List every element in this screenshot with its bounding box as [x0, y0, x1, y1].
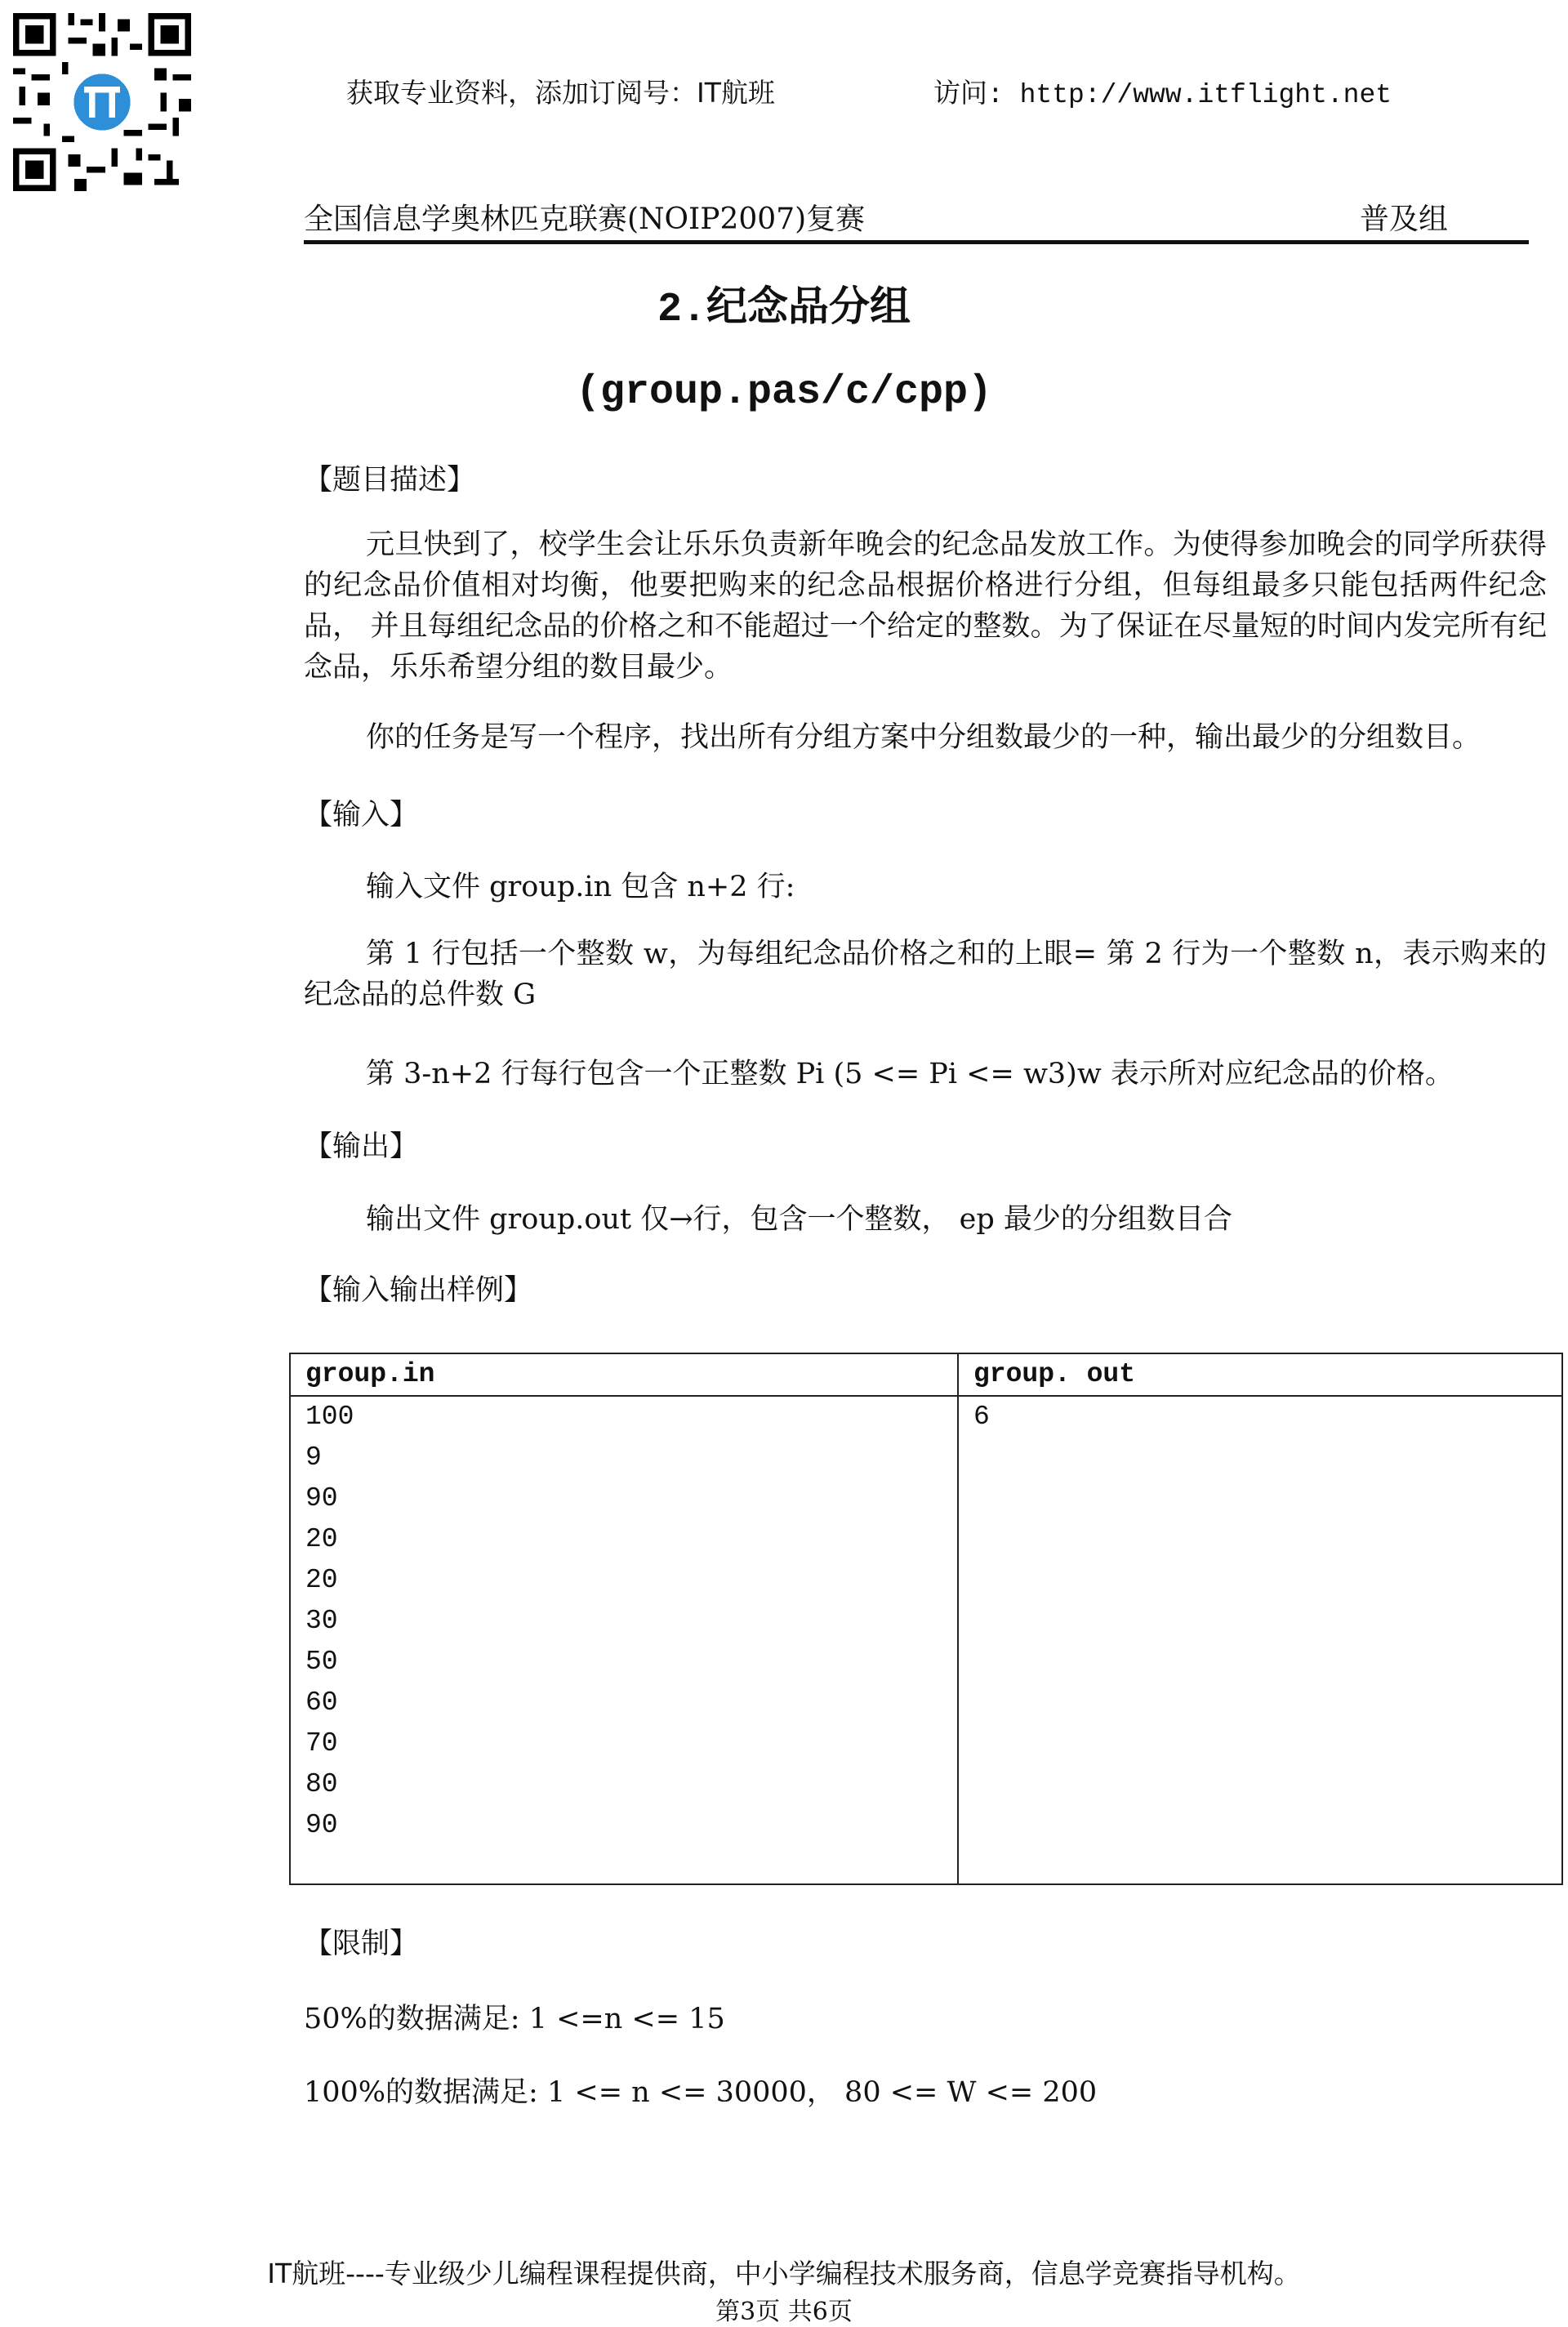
limits-heading: 【限制】 — [304, 1928, 419, 1960]
list-item: 90 — [305, 1483, 338, 1513]
table-header-output: group. out — [958, 1353, 1562, 1396]
list-item: 100 — [305, 1402, 354, 1432]
problem-filenames: (group.pas/c/cpp) — [575, 369, 993, 416]
input-paragraph-1: 输入文件 group.in 包含 n+2 行: — [366, 871, 795, 903]
input-heading: 【输入】 — [304, 799, 419, 831]
list-item: 20 — [305, 1524, 338, 1554]
list-item: 30 — [305, 1606, 338, 1636]
limit-line-1: 50%的数据满足: 1 <=n <= 15 — [304, 2003, 725, 2035]
output-heading: 【输出】 — [304, 1130, 419, 1163]
table-header-input: group.in — [290, 1353, 958, 1396]
qr-code-image — [13, 13, 191, 191]
list-item: 6 — [973, 1402, 990, 1432]
sample-io-table — [289, 1353, 1563, 1885]
footer-text: IT航班----专业级少儿编程课程提供商，中小学编程技术服务商，信息学竞赛指导机构。 — [267, 2258, 1301, 2289]
page-header-contest: 全国信息学奥林匹克联赛(NOIP2007)复赛 — [304, 203, 866, 236]
problem-title: 2.纪念品分组 — [657, 287, 911, 333]
promo-website-link[interactable]: 访问: http://www.itflight.net — [933, 80, 1392, 110]
input-paragraph-2: 第 1 行包括一个整数 w，为每组纪念品价格之和的上眼= 第 2 行为一个整数 n，表示购来的纪念品的总件数 G — [304, 938, 1547, 1011]
input-paragraph-3: 第 3-n+2 行每行包含一个正整数 Pi (5 <= Pi <= w3)w 表示所对应纪念品的价格。 — [366, 1058, 1454, 1090]
list-item: 80 — [305, 1769, 338, 1799]
list-item: 20 — [305, 1565, 338, 1595]
sample-output-cell — [958, 1396, 1562, 1884]
list-item: 60 — [305, 1687, 338, 1718]
promo-subscription-text: 获取专业资料，添加订阅号：IT航班 — [346, 77, 775, 109]
description-paragraph-1: 元旦快到了，校学生会让乐乐负责新年晚会的纪念品发放工作。为使得参加晚会的同学所获得 的纪念品价值相对均衡，他要把购来的纪念品根据价格进行分组，但每组最多只能包括两件纪念品， 并且每组纪念品的价格之和不能超过一个给定的整数。为了保证在尽量短的时间内发完所有纪念品，乐乐希望分组的数目最少。 — [304, 528, 1547, 684]
sample-input-cell — [290, 1396, 958, 1884]
description-paragraph-2: 你的任务是写一个程序，找出所有分组方案中分组数最少的一种，输出最少的分组数目。 — [366, 721, 1481, 754]
header-divider — [304, 240, 1529, 244]
list-item: 70 — [305, 1728, 338, 1759]
page-header-group: 普及组 — [1360, 203, 1449, 236]
table-header-row — [290, 1353, 1562, 1396]
limit-line-2: 100%的数据满足: 1 <= n <= 30000， 80 <= W <= 200 — [304, 2076, 1098, 2109]
list-item: 90 — [305, 1810, 338, 1840]
output-paragraph-1: 输出文件 group.out 仅→行，包含一个整数， ep 最少的分组数目合 — [366, 1203, 1232, 1236]
list-item: 50 — [305, 1647, 338, 1677]
page-number: 第3页 共6页 — [715, 2298, 853, 2326]
table-row — [290, 1396, 1562, 1884]
list-item: 9 — [305, 1442, 322, 1473]
sample-heading: 【输入输出样例】 — [304, 1274, 533, 1307]
description-heading: 【题目描述】 — [304, 464, 476, 497]
